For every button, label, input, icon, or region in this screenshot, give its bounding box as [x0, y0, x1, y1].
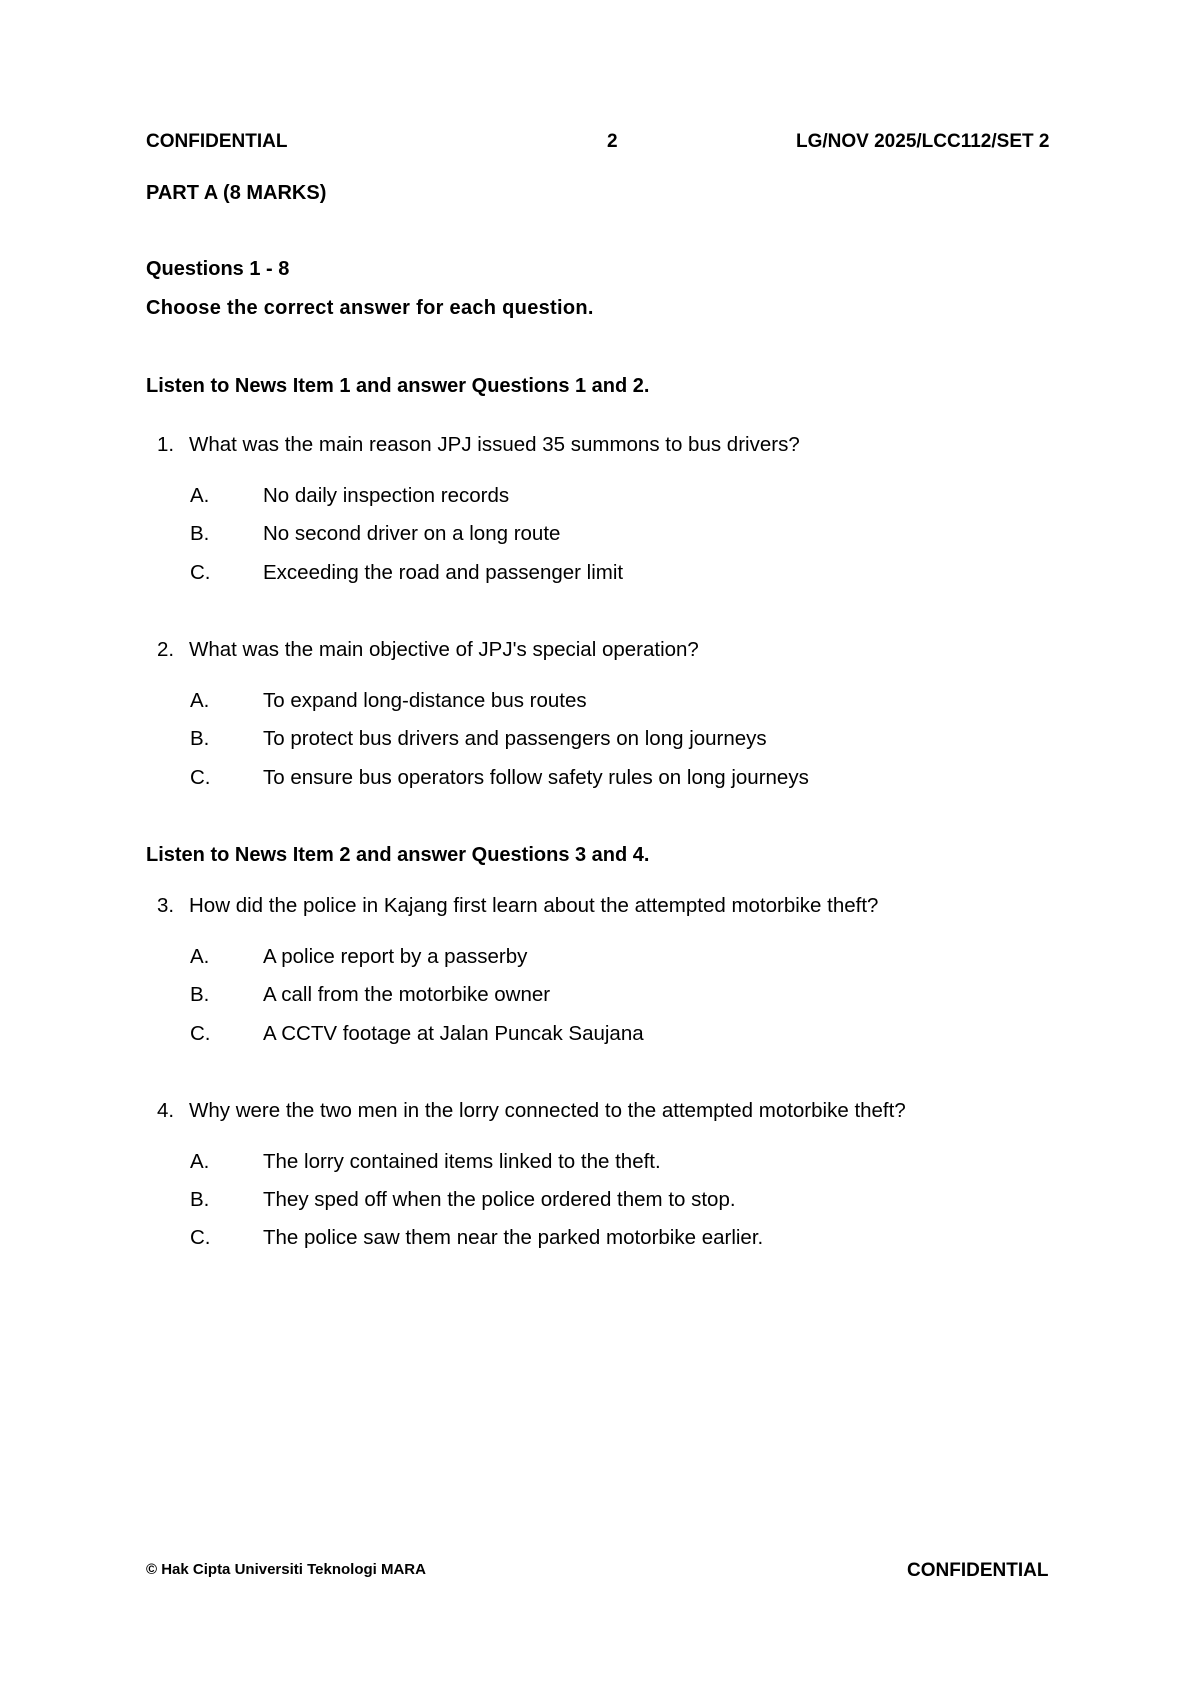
header-confidential: CONFIDENTIAL [146, 131, 288, 152]
question-text: How did the police in Kajang first learn about the attempted motorbike theft? [189, 894, 879, 917]
option-text: To ensure bus operators follow safety rules on long journeys [263, 766, 809, 789]
option-text: No second driver on a long route [263, 522, 561, 545]
option-text: No daily inspection records [263, 484, 510, 507]
option-letter: B. [190, 727, 210, 750]
option-text: A call from the motorbike owner [263, 983, 551, 1006]
option-letter: C. [190, 561, 211, 584]
question [157, 1099, 906, 1123]
option-letter: A. [190, 1150, 210, 1173]
option-letter: A. [190, 484, 210, 507]
answer-option [190, 561, 623, 585]
answer-option [190, 945, 527, 969]
instruction: Choose the correct answer for each question. [146, 297, 594, 319]
question-number: 4. [157, 1099, 175, 1122]
footer-confidential: CONFIDENTIAL [907, 1560, 1049, 1581]
answer-option [190, 1226, 763, 1250]
answer-option [190, 689, 587, 713]
option-text: They sped off when the police ordered them to stop. [263, 1188, 736, 1211]
question-number: 3. [157, 894, 175, 917]
paper-code: LG/NOV 2025/LCC112/SET 2 [796, 131, 1050, 152]
answer-option [190, 1022, 644, 1046]
option-text: The police saw them near the parked motorbike earlier. [263, 1226, 764, 1249]
questions-range: Questions 1 - 8 [146, 258, 290, 280]
option-letter: A. [190, 945, 210, 968]
option-text: A CCTV footage at Jalan Puncak Saujana [263, 1022, 644, 1045]
option-letter: C. [190, 1022, 211, 1045]
section-title: Listen to News Item 2 and answer Questions 3 and 4. [146, 844, 650, 866]
question-number: 2. [157, 638, 175, 661]
answer-option [190, 727, 767, 751]
answer-option [190, 983, 550, 1007]
answer-option [190, 1150, 661, 1174]
answer-option [190, 484, 509, 508]
option-letter: B. [190, 1188, 210, 1211]
question-number: 1. [157, 433, 175, 456]
question [157, 638, 699, 662]
option-text: A police report by a passerby [263, 945, 528, 968]
question [157, 433, 800, 457]
answer-option [190, 1188, 736, 1212]
option-text: The lorry contained items linked to the theft. [263, 1150, 661, 1173]
option-letter: B. [190, 983, 210, 1006]
option-letter: A. [190, 689, 210, 712]
page-number: 2 [607, 131, 618, 152]
option-letter: B. [190, 522, 210, 545]
question-text: Why were the two men in the lorry connected to the attempted motorbike theft? [189, 1099, 906, 1122]
section-title: Listen to News Item 1 and answer Questions 1 and 2. [146, 375, 650, 397]
part-title: PART A (8 MARKS) [146, 182, 327, 204]
question-text: What was the main objective of JPJ's special operation? [189, 638, 699, 661]
question-text: What was the main reason JPJ issued 35 summons to bus drivers? [189, 433, 800, 456]
answer-option [190, 522, 560, 546]
option-text: Exceeding the road and passenger limit [263, 561, 624, 584]
copyright-notice: © Hak Cipta Universiti Teknologi MARA [146, 1561, 426, 1578]
answer-option [190, 766, 809, 790]
question [157, 894, 878, 918]
option-text: To protect bus drivers and passengers on long journeys [263, 727, 767, 750]
option-letter: C. [190, 766, 211, 789]
option-letter: C. [190, 1226, 211, 1249]
option-text: To expand long-distance bus routes [263, 689, 587, 712]
